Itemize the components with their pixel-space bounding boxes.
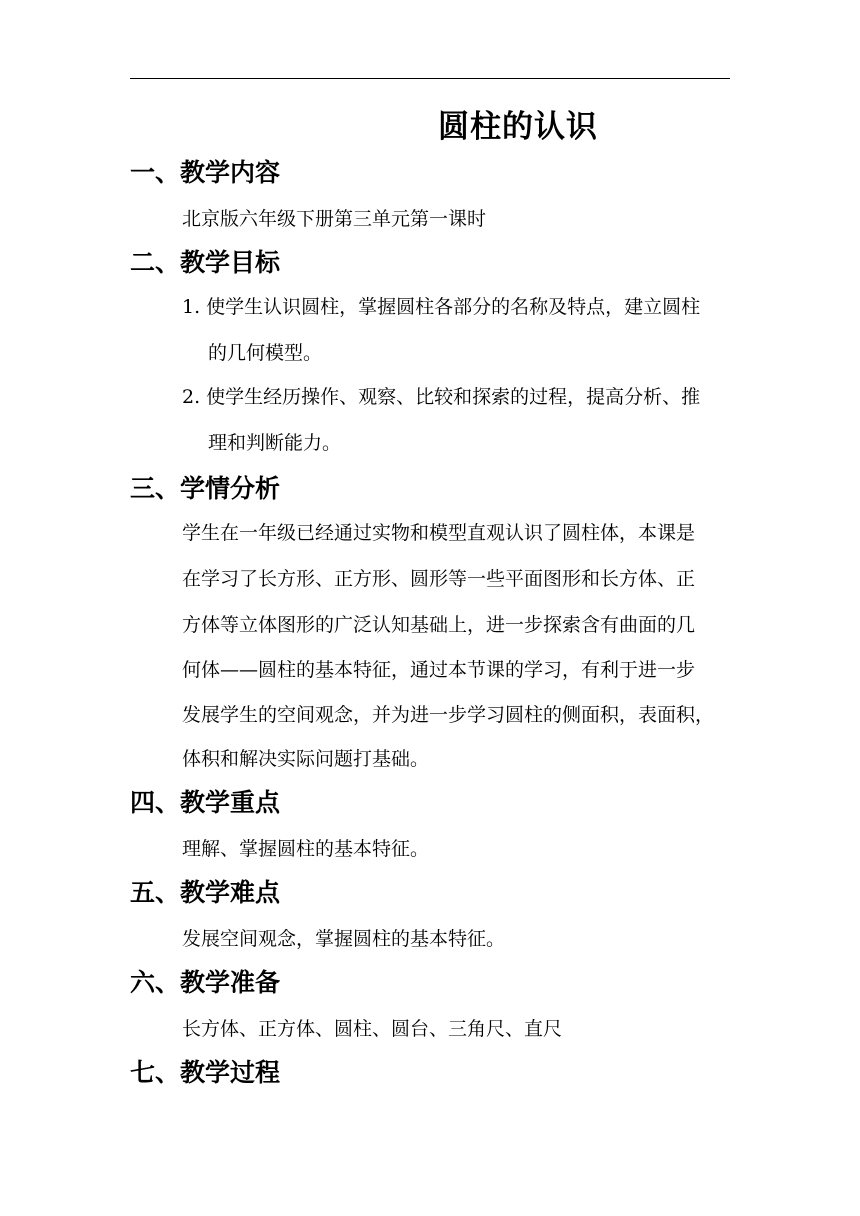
objective-item-1-line1 (182, 292, 730, 322)
objective-item-1-text: 1. 使学生认识圆柱，掌握圆柱各部分的名称及特点，建立圆柱 (182, 296, 701, 318)
key-points-text: 理解、掌握圆柱的基本特征。 (182, 838, 430, 860)
analysis-line-3: 方体等立体图形的广泛认知基础上，进一步探索含有曲面的几 (182, 614, 696, 636)
document-title: 圆柱的认识 (438, 109, 598, 145)
section-heading-key-points: 四、教学重点 (130, 788, 281, 817)
header-rule (130, 78, 730, 79)
section-heading-analysis: 三、学情分析 (130, 474, 281, 503)
section-heading-content: 一、教学内容 (130, 158, 281, 187)
analysis-line-4: 何体——圆柱的基本特征，通过本节课的学习，有利于进一步 (182, 659, 696, 681)
analysis-line-5: 发展学生的空间观念，并为进一步学习圆柱的侧面积，表面积， (182, 704, 715, 726)
analysis-line-1: 学生在一年级已经通过实物和模型直观认识了圆柱体，本课是 (182, 522, 696, 544)
objective-item-1-line2: 的几何模型。 (208, 342, 323, 364)
difficulties-text: 发展空间观念，掌握圆柱的基本特征。 (182, 928, 506, 950)
objective-item-2-line2: 理和判断能力。 (208, 432, 342, 454)
objective-item-2-text: 2. 使学生经历操作、观察、比较和探索的过程，提高分析、推 (182, 386, 701, 408)
analysis-line-2: 在学习了长方形、正方形、圆形等一些平面图形和长方体、正 (182, 568, 696, 590)
analysis-line-6: 体积和解决实际问题打基础。 (182, 748, 430, 770)
section-heading-process: 七、教学过程 (130, 1058, 281, 1087)
preparation-text: 长方体、正方体、圆柱、圆台、三角尺、直尺 (182, 1018, 563, 1040)
section-heading-objectives: 二、教学目标 (130, 248, 281, 277)
section-heading-preparation: 六、教学准备 (130, 968, 281, 997)
section-heading-difficulties: 五、教学难点 (130, 878, 281, 907)
section-text-content: 北京版六年级下册第三单元第一课时 (182, 208, 487, 230)
objective-item-2-line1 (182, 382, 730, 412)
